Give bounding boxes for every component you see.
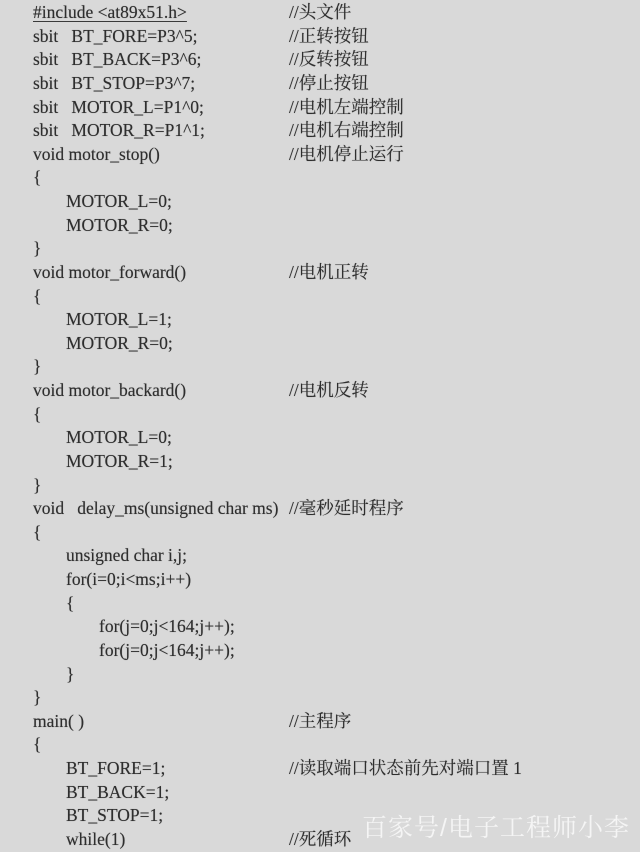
code-text: sbit MOTOR_R=P1^1; [33,120,205,141]
code-line [0,237,640,261]
comment-text: //电机左端控制 [289,96,404,117]
code-text: BT_FORE=1; [66,758,166,778]
code-text: void motor_forward() [33,261,187,282]
code-text: } [66,663,75,684]
code-text: MOTOR_L=0; [66,427,172,448]
code-text: unsigned char i,j; [66,545,188,566]
code-line [0,379,640,403]
code-text: { [33,167,42,188]
comment-text: //头文件 [289,2,352,22]
code-text: { [66,592,75,613]
code-text: void delay_ms(unsigned char ms) [33,498,279,519]
comment-text: //电机停止运行 [289,143,404,164]
code-line [0,615,640,639]
code-text: { [33,403,42,424]
comment-text: //电机右端控制 [289,120,404,141]
code-line [0,426,640,450]
code-line [0,355,640,379]
code-text: MOTOR_R=1; [66,450,173,471]
code-line [0,781,640,805]
code-text: BT_STOP=1; [66,805,164,826]
code-listing [0,1,640,852]
comment-text: //反转按钮 [289,49,369,70]
code-text: void motor_stop() [33,143,160,164]
code-line [0,474,640,498]
code-line [0,119,640,143]
code-line [0,1,640,25]
comment-text: //读取端口状态前先对端口置 1 [289,758,522,778]
code-text: } [33,238,42,259]
code-text: sbit MOTOR_L=P1^0; [33,96,204,117]
watermark: 百家号/电子工程师小李 [362,814,630,842]
code-text: while(1) [66,828,126,849]
code-text: sbit BT_STOP=P3^7; [33,72,196,93]
code-line [0,592,640,616]
comment-text: //主程序 [289,710,352,731]
code-text: MOTOR_R=0; [66,332,173,353]
comment-text: //电机正转 [289,261,369,282]
code-line [0,639,640,663]
code-line [0,497,640,521]
code-text: { [33,521,42,542]
code-line [0,261,640,285]
code-line [0,285,640,309]
comment-text: //电机反转 [289,380,369,400]
code-line [0,48,640,72]
code-text: sbit BT_FORE=P3^5; [33,25,198,46]
code-line [0,828,640,852]
comment-text: //毫秒延时程序 [289,498,404,519]
code-line [0,190,640,214]
code-text: } [33,474,42,495]
code-text: for(i=0;i<ms;i++) [66,569,192,589]
code-text: MOTOR_R=0; [66,214,173,235]
code-line [0,733,640,757]
comment-text: //正转按钮 [289,25,369,46]
code-text: MOTOR_L=1; [66,309,172,330]
code-line [0,403,640,427]
code-line [0,143,640,167]
code-line [0,663,640,687]
code-line [0,96,640,120]
comment-text: //停止按钮 [289,72,369,93]
code-line [0,308,640,332]
code-line [0,332,640,356]
code-line [0,521,640,545]
code-line [0,710,640,734]
code-text: main( ) [33,710,85,731]
code-text: sbit BT_BACK=P3^6; [33,49,202,70]
code-text: } [33,356,42,377]
code-line [0,166,640,190]
code-line [0,450,640,474]
code-text: { [33,734,42,755]
code-line [0,686,640,710]
code-text: for(j=0;j<164;j++); [99,616,235,637]
code-line [0,757,640,781]
code-line [0,72,640,96]
code-line [0,544,640,568]
code-line [0,568,640,592]
code-line [0,214,640,238]
code-text: MOTOR_L=0; [66,191,172,211]
code-text: #include <at89x51.h> [33,2,187,22]
comment-text: //死循环 [289,828,352,849]
code-line [0,25,640,49]
code-line [0,804,640,828]
code-text: void motor_backard() [33,380,187,400]
code-text: { [33,285,42,306]
code-text: BT_BACK=1; [66,781,170,802]
code-text: } [33,687,42,708]
code-text: for(j=0;j<164;j++); [99,639,235,660]
